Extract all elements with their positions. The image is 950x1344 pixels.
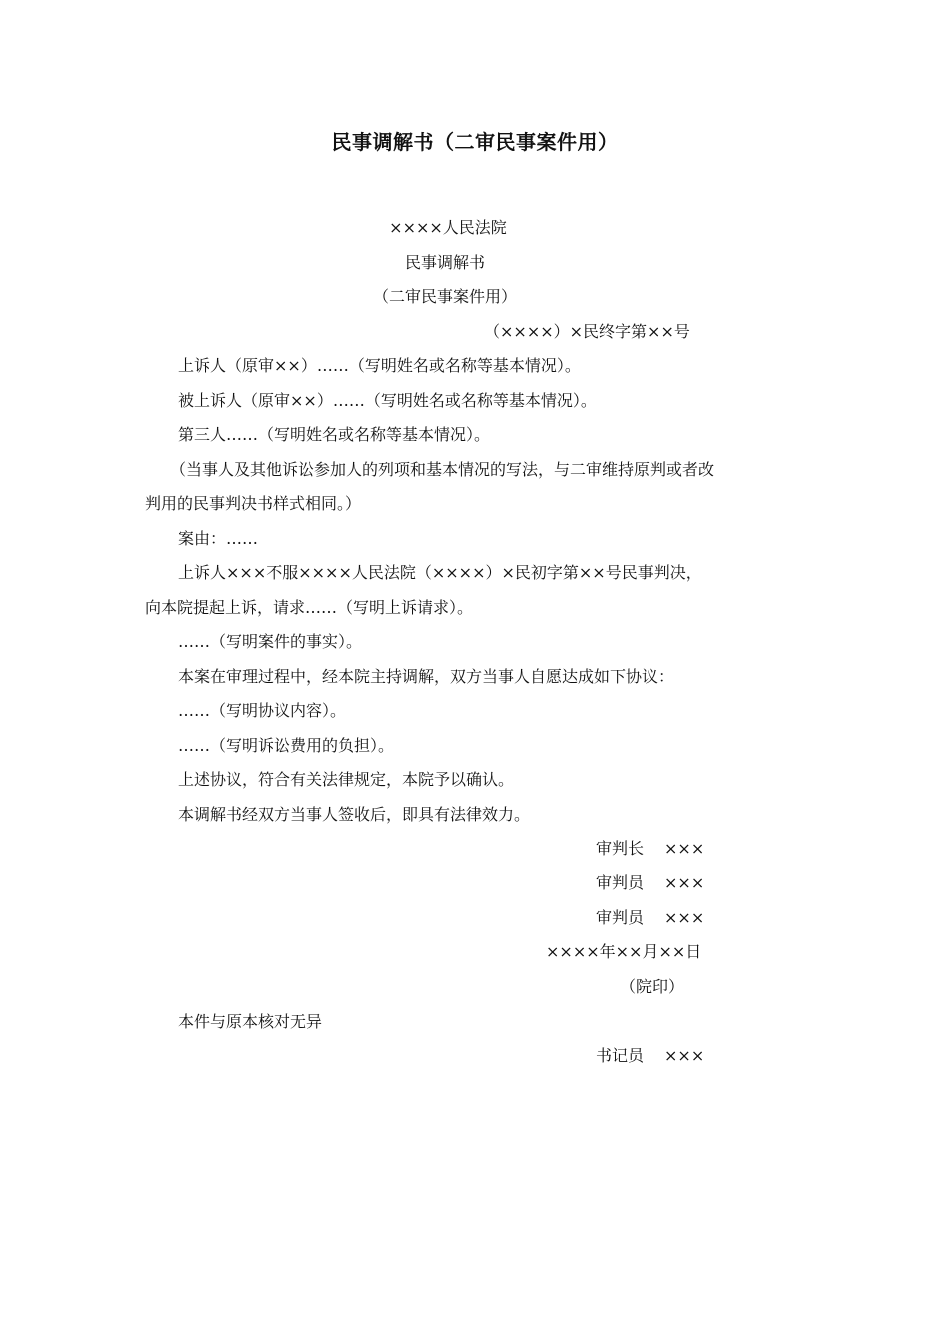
clerk-label: 书记员 — [596, 1046, 645, 1065]
judge-1-label: 审判员 — [596, 873, 645, 892]
judge-2-label: 审判员 — [596, 908, 645, 927]
note-line-1: （当事人及其他诉讼参加人的列项和基本情况的写法，与二审维持原判或者改 — [170, 460, 715, 479]
effect-line: 本调解书经双方当事人签收后，即具有法律效力。 — [178, 805, 531, 824]
facts-line: ……（写明案件的事实）。 — [178, 632, 363, 651]
doc-subtype: （二审民事案件用） — [372, 287, 517, 306]
appeal-line-1: 上诉人×××不服××××人民法院（××××）×民初字第××号民事判决， — [178, 563, 702, 582]
document-title: 民事调解书（二审民事案件用） — [331, 130, 619, 154]
document-date: ××××年××月××日 — [546, 942, 702, 961]
case-number: （××××）×民终字第××号 — [484, 322, 690, 341]
costs-line: ……（写明诉讼费用的负担）。 — [178, 736, 395, 755]
judge-1-name: ××× — [664, 873, 705, 892]
appellant-line: 上诉人（原审××）……（写明姓名或名称等基本情况）。 — [178, 356, 581, 375]
judge-2-name: ××× — [664, 908, 705, 927]
agreement-line: ……（写明协议内容）。 — [178, 701, 347, 720]
presiding-judge-label: 审判长 — [596, 839, 645, 858]
clerk-name: ××× — [664, 1046, 705, 1065]
appellee-line: 被上诉人（原审××）……（写明姓名或名称等基本情况）。 — [178, 391, 597, 410]
cause-line: 案由：…… — [178, 529, 259, 548]
third-party-line: 第三人……（写明姓名或名称等基本情况）。 — [178, 425, 491, 444]
presiding-judge-name: ××× — [664, 839, 705, 858]
confirmation-line: 上述协议，符合有关法律规定，本院予以确认。 — [178, 770, 515, 789]
appeal-line-2: 向本院提起上诉，请求……（写明上诉请求）。 — [145, 598, 474, 617]
court-seal: （院印） — [620, 977, 685, 996]
doc-type: 民事调解书 — [404, 253, 485, 272]
mediation-line: 本案在审理过程中，经本院主持调解，双方当事人自愿达成如下协议： — [178, 667, 675, 686]
court-name: ××××人民法院 — [389, 218, 507, 237]
note-line-2: 判用的民事判决书样式相同。） — [145, 494, 362, 513]
verification-line: 本件与原本核对无异 — [178, 1012, 323, 1031]
